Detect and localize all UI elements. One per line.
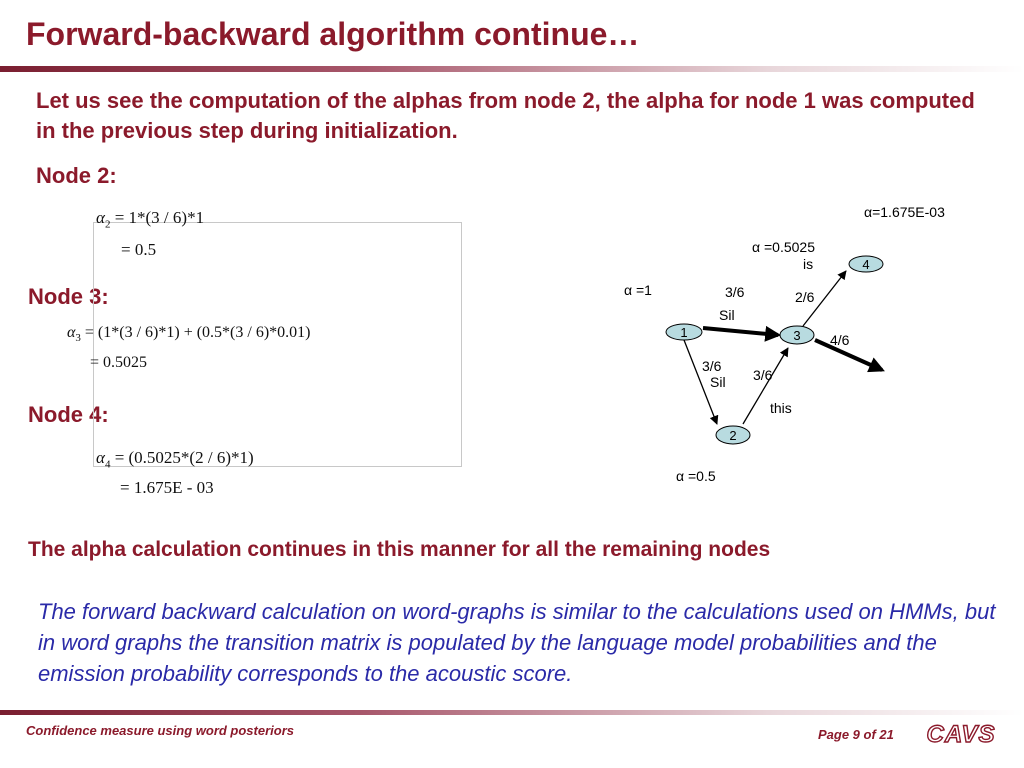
- page-number: Page 9 of 21: [818, 727, 894, 742]
- node-4-label: Node 4:: [28, 402, 109, 427]
- alpha2-expression: = 1*(3 / 6)*1: [114, 208, 205, 227]
- logo-text: CAVS: [926, 721, 996, 748]
- graph-node-1: [666, 324, 702, 340]
- alpha4-subscript: 4: [104, 458, 111, 471]
- node-1-label: 1: [680, 325, 688, 340]
- cavs-logo: [920, 719, 1002, 749]
- alpha3-symbol: α: [67, 324, 76, 341]
- edge-2-3-word: this: [770, 400, 792, 416]
- edge-1-2-prob: 3/6: [702, 358, 722, 374]
- edge-3-4-prob: 2/6: [795, 289, 815, 305]
- continuation-statement: The alpha calculation continues in this manner for all the remaining nodes: [28, 538, 771, 561]
- edge-1-3-word: Sil: [719, 307, 735, 323]
- intro-text: Let us see the computation of the alphas from node 2, the alpha for node 1 was computed in the previous step during initialization.: [36, 88, 975, 143]
- footer-divider: [0, 710, 1024, 715]
- alpha4-expression: = (0.5025*(2 / 6)*1): [114, 448, 254, 467]
- alpha4-equation-line1: [96, 448, 254, 470]
- graph-node-4: [849, 256, 883, 272]
- edge-1-3: [703, 328, 778, 335]
- node-2-graph-label: 2: [729, 428, 737, 443]
- alpha2-subscript: 2: [104, 218, 111, 231]
- alpha3-subscript: 3: [75, 332, 81, 345]
- alpha-node1-label: α =1: [624, 282, 652, 298]
- node-3-label: Node 3:: [28, 284, 109, 309]
- alpha4-symbol: α: [96, 448, 105, 467]
- alpha3-expression: = (1*(3 / 6)*1) + (0.5*(3 / 6)*0.01): [84, 324, 311, 341]
- edge-3-out-prob: 4/6: [830, 332, 850, 348]
- edge-1-2-word: Sil: [710, 374, 726, 390]
- edge-2-3-prob: 3/6: [753, 367, 773, 383]
- explanation-note: The forward backward calculation on word-graphs is similar to the calculations used on HMMs, but in word graphs the transition matrix is populated by the language model probabilities and the emission probability corresponds to the acoustic score.: [38, 599, 996, 686]
- graph-node-2: [716, 426, 750, 444]
- alpha2-equation-line2: = 0.5: [121, 240, 157, 259]
- alpha3-equation-line2: = 0.5025: [90, 354, 148, 371]
- alpha3-equation-line1: [67, 324, 310, 344]
- node-2-label: Node 2:: [36, 163, 117, 188]
- alpha-node4-label: α=1.675E-03: [864, 204, 945, 220]
- node-4-graph-label: 4: [862, 257, 870, 272]
- alpha4-equation-line2: = 1.675E - 03: [120, 478, 214, 497]
- alpha-node3-label: α =0.5025: [752, 239, 815, 255]
- slide-title: Forward-backward algorithm continue…: [26, 16, 640, 52]
- alpha-node2-label: α =0.5: [676, 468, 716, 484]
- alpha2-equation-line1: [96, 208, 204, 230]
- title-divider: [0, 66, 1024, 72]
- footer-title: Confidence measure using word posteriors: [26, 723, 294, 738]
- edge-3-4-word: is: [803, 256, 814, 272]
- graph-node-3: [780, 326, 814, 344]
- node-3-graph-label: 3: [793, 328, 801, 343]
- alpha2-symbol: α: [96, 208, 105, 227]
- edge-1-3-prob: 3/6: [725, 284, 745, 300]
- word-graph-diagram: [600, 195, 1000, 495]
